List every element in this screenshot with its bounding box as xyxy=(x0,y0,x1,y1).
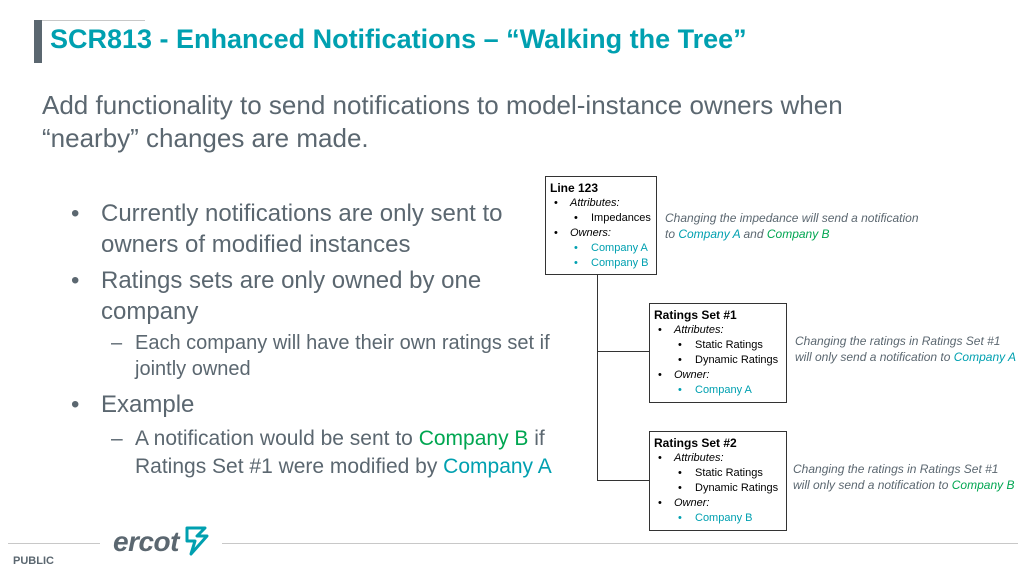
bullet-dot-icon: • xyxy=(71,391,80,418)
footer-rule-right xyxy=(222,543,1018,544)
dash-icon: – xyxy=(111,332,123,354)
attributes-label: • Attributes: xyxy=(550,196,656,211)
attribute-item: • Dynamic Ratings xyxy=(654,481,786,496)
company-a-text: Company A xyxy=(953,349,1017,364)
sub-bullet-text: Each company will have their own ratings set if jointly owned xyxy=(135,332,550,380)
company-a-text: Company A xyxy=(443,455,552,478)
ercot-bolt-icon xyxy=(183,524,211,563)
tree-branch-line xyxy=(597,480,649,481)
bullet-item xyxy=(71,265,531,327)
company-b-text: Company B xyxy=(418,427,529,450)
attribute-item: • Static Ratings xyxy=(654,338,786,353)
attributes-label: • Attributes: xyxy=(654,323,786,338)
note-text: Changing the ratings in Ratings Set #1 will only send a notification to xyxy=(795,334,1001,364)
attribute-item: • Dynamic Ratings xyxy=(654,353,786,368)
dash-icon: – xyxy=(111,427,123,450)
bullet-dot-icon: • xyxy=(71,267,80,294)
company-b-text: Company B xyxy=(766,226,830,241)
slide-title: SCR813 - Enhanced Notifications – “Walking the Tree” xyxy=(50,24,747,54)
note-impedance xyxy=(665,211,920,242)
sub-bullet-item xyxy=(111,425,565,481)
attribute-item: • Impedances xyxy=(550,211,656,226)
ercot-logo-text: ercot xyxy=(113,526,179,557)
sub-bullet-item xyxy=(111,330,575,382)
attribute-item: • Static Ratings xyxy=(654,466,786,481)
bullet-text: Ratings sets are only owned by one company xyxy=(101,267,482,325)
owner-label: • Owner: xyxy=(654,368,786,383)
note-text: Changing the ratings in Ratings Set #1 will only send a notification to xyxy=(793,462,999,492)
classification-label: PUBLIC xyxy=(13,555,54,567)
bullet-item xyxy=(71,389,531,420)
company-a-text: Company A xyxy=(678,226,741,241)
owner-label: • Owner: xyxy=(654,496,786,511)
attributes-label: • Attributes: xyxy=(654,451,786,466)
note-ratings-set-1 xyxy=(795,334,1020,365)
bullet-dot-icon: • xyxy=(71,200,80,227)
owner-item: • Company B xyxy=(654,511,786,526)
owners-label: • Owners: xyxy=(550,226,656,241)
owner-item-company-a: • Company A xyxy=(550,241,656,256)
bullet-text: Example xyxy=(101,391,195,418)
bullet-text: Currently notifications are only sent to owners of modified instances xyxy=(101,200,503,258)
footer-rule-left xyxy=(8,543,100,544)
box-title: Ratings Set #2 xyxy=(654,436,737,450)
slide-subtitle: Add functionality to send notifications to model-instance owners when “nearby” changes are made. xyxy=(42,90,843,153)
bullet-item xyxy=(71,198,541,260)
line-123-box xyxy=(545,176,657,275)
box-title: Line 123 xyxy=(550,181,599,195)
note-text: Changing the impedance will send a notification to xyxy=(665,211,919,241)
title-accent-bar xyxy=(34,20,42,63)
tree-trunk-line xyxy=(597,275,598,481)
sub-bullet-text: A notification would be sent to xyxy=(135,427,419,450)
tree-branch-line xyxy=(597,351,649,352)
title-top-rule xyxy=(42,20,145,21)
ratings-set-2-box xyxy=(649,431,787,531)
owner-item: • Company A xyxy=(654,383,786,398)
note-text: and xyxy=(740,226,767,241)
owner-item-company-b: • Company B xyxy=(550,256,656,271)
company-b-text: Company B xyxy=(951,477,1015,492)
note-ratings-set-2 xyxy=(793,462,1018,493)
ratings-set-1-box xyxy=(649,303,787,403)
sub-bullet-text: if Ratings Set #1 were modified by xyxy=(135,427,545,478)
box-title: Ratings Set #1 xyxy=(654,308,737,322)
